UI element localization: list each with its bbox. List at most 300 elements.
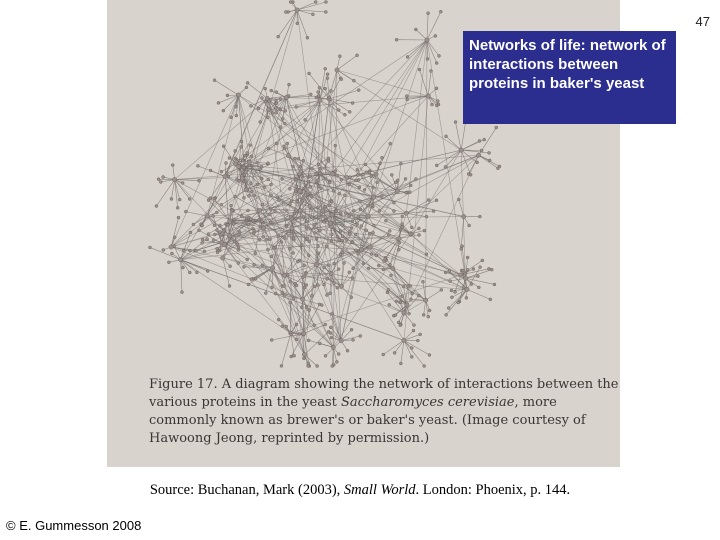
network-node <box>387 234 390 237</box>
network-node <box>314 262 318 266</box>
network-node <box>268 99 271 102</box>
network-node <box>402 285 405 288</box>
network-node <box>277 235 280 238</box>
network-edge <box>337 70 428 96</box>
network-node <box>397 248 400 251</box>
network-node <box>401 295 404 298</box>
network-node <box>284 11 287 14</box>
network-node <box>303 264 306 267</box>
network-edge <box>215 80 239 95</box>
network-node <box>423 298 427 302</box>
network-node <box>445 135 448 138</box>
network-node <box>188 197 191 200</box>
network-node <box>395 300 398 303</box>
network-node <box>401 225 404 228</box>
network-node <box>338 238 341 241</box>
network-node <box>388 229 391 232</box>
network-node <box>329 89 332 92</box>
network-node <box>271 111 274 114</box>
network-edge <box>271 91 286 98</box>
network-node <box>296 22 299 25</box>
network-node <box>260 177 263 180</box>
network-node <box>469 173 472 176</box>
network-node <box>333 262 336 265</box>
network-node <box>326 73 329 76</box>
slide-number: 47 <box>695 14 710 29</box>
network-edge <box>426 290 442 300</box>
network-edge <box>332 215 461 275</box>
network-node <box>313 231 316 234</box>
network-node <box>302 159 305 162</box>
network-node <box>335 174 338 177</box>
network-node <box>212 214 215 217</box>
network-node <box>318 98 322 102</box>
network-node <box>270 183 273 186</box>
network-node <box>480 149 483 152</box>
network-node <box>351 241 354 244</box>
network-node <box>298 209 302 213</box>
network-edge <box>406 40 427 213</box>
network-edge <box>186 212 207 216</box>
network-node <box>264 87 267 90</box>
network-node <box>428 353 431 356</box>
network-node <box>257 107 260 110</box>
network-node <box>279 98 282 101</box>
network-node <box>277 318 280 321</box>
network-node <box>234 195 237 198</box>
network-node <box>271 286 274 289</box>
network-node <box>328 204 331 207</box>
network-node <box>308 240 311 243</box>
network-node <box>189 231 192 234</box>
network-edge <box>281 333 290 366</box>
network-node <box>372 224 375 227</box>
network-node <box>439 10 442 13</box>
network-node <box>425 215 428 218</box>
network-node <box>318 86 321 89</box>
network-node <box>315 179 318 182</box>
network-node <box>290 200 293 203</box>
network-node <box>341 223 344 226</box>
network-node <box>370 175 373 178</box>
network-node <box>222 243 226 247</box>
network-node <box>378 162 381 165</box>
network-node <box>374 172 378 176</box>
network-node <box>401 215 404 218</box>
network-node <box>339 284 343 288</box>
network-node <box>395 38 398 41</box>
network-node <box>461 214 465 218</box>
network-node <box>237 245 240 248</box>
network-node <box>324 67 327 70</box>
network-node <box>329 292 332 295</box>
network-node <box>325 277 328 280</box>
figure-caption <box>149 376 619 448</box>
network-node <box>311 294 314 297</box>
network-node <box>240 145 243 148</box>
network-node <box>320 187 323 190</box>
network-node <box>334 144 337 147</box>
network-node <box>339 212 342 215</box>
network-node <box>407 312 410 315</box>
network-node <box>317 91 320 94</box>
network-node <box>358 200 361 203</box>
network-node <box>242 196 245 199</box>
network-edge <box>332 155 479 215</box>
network-node <box>370 253 373 256</box>
network-node <box>270 194 273 197</box>
network-node <box>302 331 306 335</box>
network-node <box>225 162 228 165</box>
network-node <box>411 232 414 235</box>
network-node <box>368 232 371 235</box>
network-node <box>184 210 187 213</box>
network-node <box>263 186 266 189</box>
network-node <box>304 272 307 275</box>
network-node <box>355 179 358 182</box>
network-node <box>322 220 325 223</box>
network-node <box>479 266 482 269</box>
network-node <box>389 263 392 266</box>
network-node <box>350 226 353 229</box>
network-node <box>225 171 228 174</box>
network-node <box>465 296 468 299</box>
network-node <box>253 263 256 266</box>
network-node <box>428 309 431 312</box>
network-node <box>336 235 339 238</box>
network-node <box>285 209 288 212</box>
network-node <box>438 54 441 57</box>
network-node <box>302 352 306 356</box>
network-node <box>356 223 359 226</box>
network-node <box>327 160 330 163</box>
network-node <box>216 251 219 254</box>
network-node <box>466 256 469 259</box>
network-node <box>461 269 464 272</box>
network-node <box>314 1 317 4</box>
network-node <box>367 204 370 207</box>
network-node <box>269 208 272 211</box>
network-node <box>411 292 414 295</box>
network-node <box>289 331 292 334</box>
network-edge <box>156 180 174 206</box>
network-node <box>178 258 182 262</box>
network-node <box>435 87 438 90</box>
network-node <box>302 276 305 279</box>
network-node <box>363 188 366 191</box>
network-edge <box>278 10 297 37</box>
network-node <box>206 238 209 241</box>
network-node <box>246 81 249 84</box>
network-node <box>318 342 321 345</box>
network-node <box>222 230 225 233</box>
network-node <box>282 273 286 277</box>
network-node <box>387 288 390 291</box>
network-node <box>283 147 286 150</box>
network-node <box>311 207 314 210</box>
network-node <box>201 241 204 244</box>
network-edge <box>411 150 462 234</box>
network-node <box>427 198 430 201</box>
network-node <box>282 285 285 288</box>
network-node <box>493 283 496 286</box>
network-node <box>245 168 248 171</box>
network-node <box>198 179 201 182</box>
network-node <box>322 266 325 269</box>
network-node <box>477 286 480 289</box>
network-node <box>463 272 466 275</box>
network-node <box>365 171 368 174</box>
network-node <box>449 280 452 283</box>
network-node <box>256 161 259 164</box>
network-edge <box>397 179 415 191</box>
network-node <box>177 216 180 219</box>
network-node <box>317 94 320 97</box>
network-node <box>299 165 302 168</box>
network-node <box>302 215 305 218</box>
network-edge <box>209 200 230 221</box>
network-node <box>375 254 378 257</box>
network-node <box>317 252 320 255</box>
network-node <box>275 142 278 145</box>
network-node <box>327 264 330 267</box>
network-node <box>305 306 308 309</box>
network-node <box>221 256 225 260</box>
network-node <box>405 95 408 98</box>
network-node <box>362 173 365 176</box>
network-node <box>289 1 292 4</box>
network-edge <box>175 180 178 208</box>
network-node <box>425 253 428 256</box>
network-node <box>410 226 413 229</box>
network-node <box>207 233 210 236</box>
network-node <box>283 122 286 125</box>
network-node <box>250 155 253 158</box>
network-node <box>397 321 400 324</box>
network-node <box>220 233 223 236</box>
network-node <box>206 270 209 273</box>
network-node <box>463 276 467 280</box>
network-node <box>309 93 312 96</box>
network-node <box>281 291 284 294</box>
network-node <box>409 184 412 187</box>
network-node <box>285 225 288 228</box>
network-node <box>310 167 313 170</box>
network-node <box>297 157 300 160</box>
network-node <box>337 109 340 112</box>
network-node <box>381 156 384 159</box>
network-node <box>330 336 333 339</box>
network-node <box>348 214 351 217</box>
network-node <box>331 172 335 176</box>
source-suffix: . London: Phoenix, p. 144. <box>415 482 571 498</box>
network-node <box>306 193 309 196</box>
network-node <box>240 140 243 143</box>
network-node <box>167 261 170 264</box>
network-node <box>372 186 375 189</box>
network-node <box>338 55 341 58</box>
network-node <box>435 164 438 167</box>
network-node <box>343 261 346 264</box>
network-node <box>274 106 277 109</box>
source-title: Small World <box>343 482 416 498</box>
network-node <box>288 83 291 86</box>
network-node <box>372 195 376 199</box>
network-node <box>320 209 324 213</box>
network-node <box>266 107 270 111</box>
network-edge <box>423 282 426 301</box>
network-node <box>259 121 262 124</box>
network-node <box>288 203 291 206</box>
network-node <box>410 355 413 358</box>
network-edge <box>329 70 337 97</box>
network-edge <box>479 155 498 168</box>
network-node <box>352 338 355 341</box>
network-node <box>436 100 439 103</box>
network-node <box>247 223 250 226</box>
network-node <box>247 283 250 286</box>
network-node <box>181 181 184 184</box>
network-node <box>222 109 225 112</box>
network-node <box>328 221 332 225</box>
network-node <box>362 262 365 265</box>
network-node <box>434 34 437 37</box>
network-edge <box>426 40 427 300</box>
network-node <box>380 195 383 198</box>
network-node <box>324 323 327 326</box>
network-node <box>213 197 216 200</box>
network-node <box>292 252 295 255</box>
network-node <box>157 178 160 181</box>
network-node <box>233 218 236 221</box>
network-node <box>173 236 176 239</box>
network-edge <box>181 110 269 260</box>
network-edge <box>332 347 333 366</box>
network-node <box>197 229 200 232</box>
network-node <box>366 214 370 218</box>
network-node <box>328 181 331 184</box>
network-node <box>357 89 360 92</box>
network-node <box>313 226 316 229</box>
network-node <box>331 365 334 368</box>
network-node <box>250 278 253 281</box>
network-node <box>365 229 368 232</box>
network-node <box>476 153 480 157</box>
network-node <box>354 249 357 252</box>
network-node <box>296 200 299 203</box>
network-node <box>444 165 447 168</box>
network-node <box>309 185 312 188</box>
network-node <box>216 247 219 250</box>
network-node <box>236 243 239 246</box>
network-node <box>394 314 397 317</box>
network-node <box>195 249 198 252</box>
network-node <box>483 138 486 141</box>
network-node <box>357 216 360 219</box>
network-node <box>317 206 320 209</box>
network-node <box>435 104 438 107</box>
network-edge <box>404 340 424 366</box>
network-node <box>233 240 236 243</box>
network-node <box>432 210 435 213</box>
network-node <box>417 227 420 230</box>
network-node <box>444 271 447 274</box>
network-node <box>215 211 218 214</box>
network-node <box>220 203 223 206</box>
network-node <box>305 220 308 223</box>
network-node <box>468 224 471 227</box>
network-node <box>308 175 311 178</box>
network-node <box>196 164 199 167</box>
network-node <box>412 329 415 332</box>
network-node <box>307 364 310 367</box>
network-node <box>226 94 229 97</box>
network-node <box>289 215 292 218</box>
network-node <box>354 233 357 236</box>
network-node <box>267 162 270 165</box>
network-node <box>398 241 401 244</box>
network-node <box>318 172 321 175</box>
network-node <box>292 297 295 300</box>
network-node <box>301 196 304 199</box>
network-node <box>288 247 291 250</box>
network-edge <box>427 40 439 56</box>
network-node <box>405 303 409 307</box>
network-node <box>293 354 296 357</box>
network-node <box>245 180 248 183</box>
network-node <box>337 353 340 356</box>
network-node <box>227 233 231 237</box>
network-node <box>313 223 316 226</box>
network-node <box>356 174 359 177</box>
network-node <box>170 197 173 200</box>
network-node <box>188 249 191 252</box>
network-node <box>448 269 451 272</box>
network-node <box>324 354 327 357</box>
network-node <box>306 237 309 240</box>
caption-part-1: Figure 17. A diagram showing the network of interactions between the various proteins in the yeast <box>149 377 619 410</box>
network-node <box>404 211 408 215</box>
network-edge <box>304 332 328 355</box>
network-node <box>382 353 385 356</box>
network-node <box>275 111 278 114</box>
network-node <box>270 266 274 270</box>
network-node <box>447 307 450 310</box>
network-node <box>293 212 296 215</box>
network-node <box>371 204 374 207</box>
network-node <box>237 249 240 252</box>
network-node <box>426 94 430 98</box>
network-edge <box>461 141 479 150</box>
network-node <box>286 142 289 145</box>
network-node <box>351 102 354 105</box>
network-node <box>346 349 349 352</box>
network-node <box>258 238 261 241</box>
network-node <box>300 306 303 309</box>
network-node <box>243 154 246 157</box>
network-node <box>236 93 240 97</box>
network-node <box>307 180 310 183</box>
network-node <box>288 230 291 233</box>
network-node <box>343 194 346 197</box>
network-node <box>352 79 355 82</box>
network-edges <box>150 2 500 366</box>
network-node <box>416 339 419 342</box>
network-node <box>317 216 320 219</box>
network-node <box>286 273 289 276</box>
network-node <box>311 216 314 219</box>
network-node <box>399 228 402 231</box>
